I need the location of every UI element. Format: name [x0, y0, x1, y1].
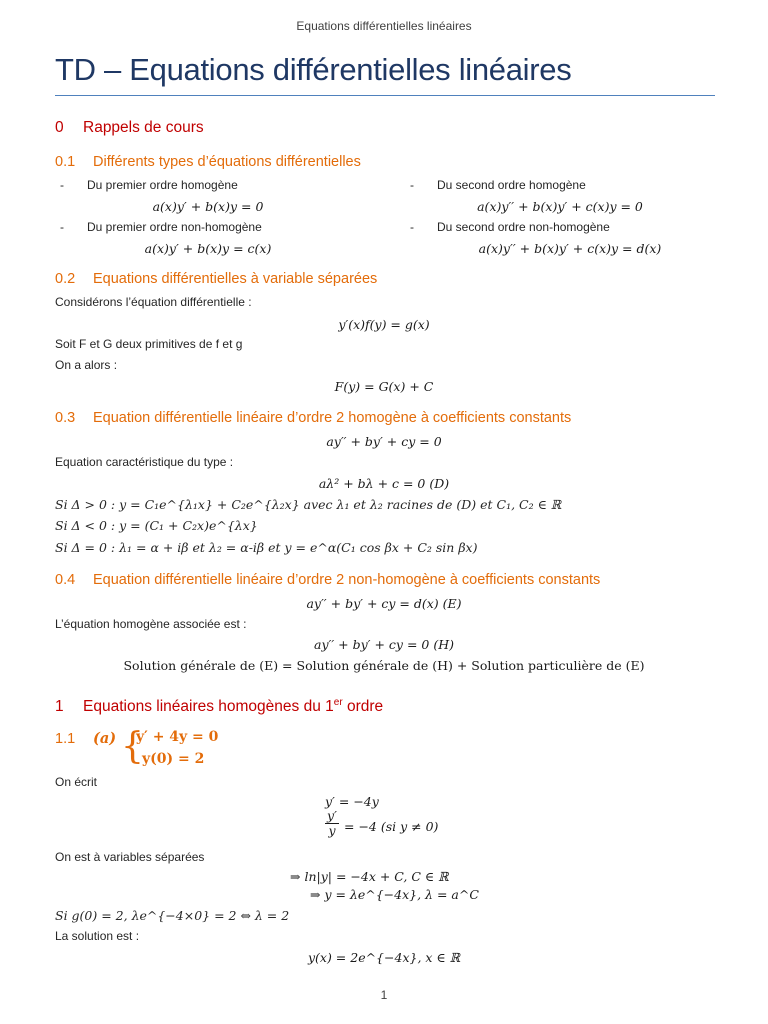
paragraph: On a alors : [55, 358, 118, 372]
equation: a(x)y′′ + b(x)y′ + c(x)y = 0 [477, 199, 643, 214]
equation: y(x) = 2e^{−4x}, x ∈ ℝ [307, 950, 461, 965]
equation: y′ = −4y [325, 794, 379, 809]
title-underline [55, 95, 715, 96]
list-item [410, 220, 610, 234]
bullet-dash: - [60, 178, 64, 192]
section-title: Equations différentielles à variable séparées [93, 271, 378, 287]
section-0-1-heading [55, 154, 361, 170]
paragraph: Equation caractéristique du type : [55, 455, 234, 469]
equation: ⇒ ln|y| = −4x + C, C ∈ ℝ [290, 869, 449, 884]
fraction-numerator: y′ [327, 808, 337, 823]
equation: = −4 (si y ≠ 0) [344, 819, 439, 834]
list-item-label: Du premier ordre homogène [87, 178, 238, 192]
paragraph: Considérons l’équation différentielle : [55, 295, 252, 309]
system-equation: y(0) = 2 [142, 751, 205, 767]
section-title: Equations linéaires homogènes du 1 [83, 698, 334, 716]
paragraph: On écrit [55, 775, 98, 789]
exercise-label: (a) [93, 730, 117, 747]
section-number: 0.3 [55, 410, 76, 426]
page-number: 1 [380, 988, 388, 1002]
equation: y′(x)f(y) = g(x) [338, 317, 430, 332]
section-title-end: ordre [342, 698, 384, 716]
section-title: Equation différentielle linéaire d’ordre 2 homogène à coefficients constants [93, 410, 572, 426]
section-title: Différents types d’équations différentielles [93, 154, 361, 170]
section-number: 1 [55, 698, 64, 716]
running-header: Equations différentielles linéaires [296, 19, 472, 33]
equation: ay′′ + by′ + cy = d(x) (E) [306, 596, 462, 611]
superscript: er [333, 697, 343, 708]
fraction [325, 809, 339, 838]
list-item-label: Du second ordre homogène [437, 178, 586, 192]
case-line: Si Δ < 0 : y = (C₁ + C₂x)e^{λx} [55, 518, 258, 533]
section-number: 0 [55, 119, 64, 136]
fraction-denominator: y [328, 823, 336, 838]
case-line: Si Δ > 0 : y = C₁e^{λ₁x} + C₂e^{λ₂x} avec λ₁ et λ₂ racines de (D) et C₁, C₂ ∈ ℝ [55, 497, 562, 512]
section-0-heading [55, 119, 204, 137]
list-item-label: Du premier ordre non-homogène [87, 220, 262, 234]
list-item [410, 178, 586, 192]
bullet-dash: - [410, 220, 414, 234]
section-0-2-heading [55, 271, 377, 287]
system-equation: y′ + 4y = 0 [136, 729, 219, 745]
paragraph: On est à variables séparées [55, 850, 205, 864]
section-1-1-heading [55, 730, 116, 747]
brace-symbol: { [121, 726, 144, 767]
case-line: Si Δ = 0 : λ₁ = α + iβ et λ₂ = α-iβ et y = e^α(C₁ cos βx + C₂ sin βx) [55, 540, 478, 555]
section-number: 0.2 [55, 271, 76, 287]
list-item-label: Du second ordre non-homogène [437, 220, 610, 234]
equation: a(x)y′ + b(x)y = 0 [152, 199, 264, 214]
section-number: 1.1 [55, 731, 76, 747]
section-number: 0.4 [55, 572, 76, 588]
section-0-3-heading [55, 410, 571, 426]
section-number: 0.1 [55, 154, 76, 170]
section-title: Rappels de cours [83, 119, 204, 136]
equation: aλ² + bλ + c = 0 (D) [318, 476, 450, 491]
equation: a(x)y′ + b(x)y = c(x) [144, 241, 272, 256]
bullet-dash: - [410, 178, 414, 192]
paragraph: Si g(0) = 2, λe^{−4×0} = 2 ⇔ λ = 2 [55, 908, 290, 923]
section-0-4-heading [55, 572, 600, 588]
section-title: Equation différentielle linéaire d’ordre 2 non-homogène à coefficients constants [93, 572, 601, 588]
section-1-heading [55, 697, 383, 716]
list-item [60, 220, 262, 234]
equation: F(y) = G(x) + C [334, 379, 434, 394]
list-item [60, 178, 238, 192]
bullet-dash: - [60, 220, 64, 234]
equation: ay′′ + by′ + cy = 0 (H) [314, 637, 454, 652]
equation: ⇒ y = λe^{−4x}, λ = a^C [310, 887, 479, 902]
paragraph: L’équation homogène associée est : [55, 617, 247, 631]
equation: Solution générale de (E) = Solution générale de (H) + Solution particulière de (E) [123, 658, 645, 673]
paragraph: La solution est : [55, 929, 140, 943]
page-title: TD – Equations différentielles linéaires [55, 52, 572, 87]
paragraph: Soit F et G deux primitives de f et g [55, 337, 243, 351]
equation: a(x)y′′ + b(x)y′ + c(x)y = d(x) [478, 241, 662, 256]
equation: ay′′ + by′ + cy = 0 [326, 434, 442, 449]
